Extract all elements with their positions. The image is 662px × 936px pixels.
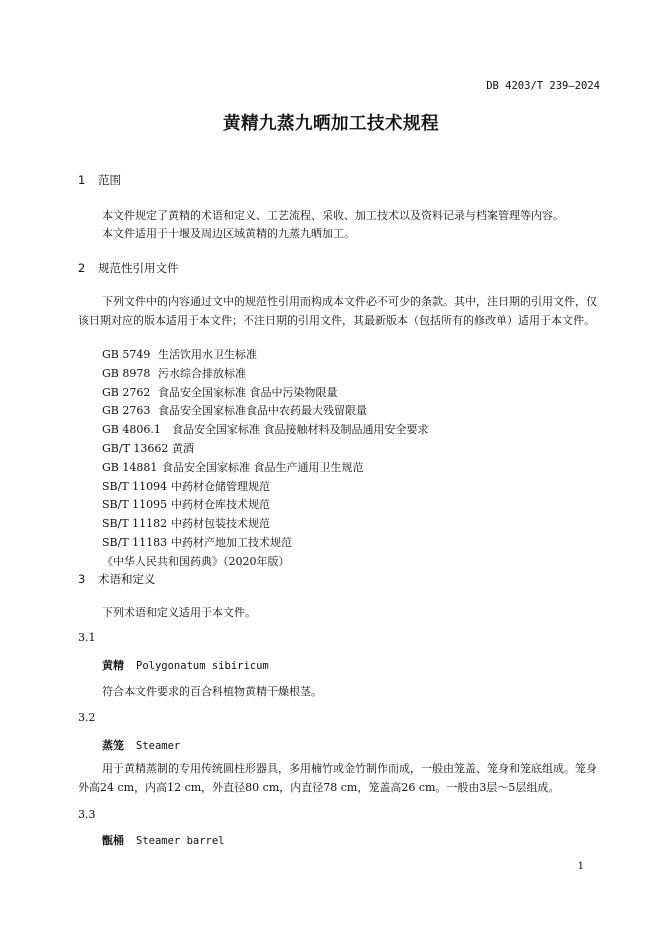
term-definition: 用于黄精蒸制的专用传统圆柱形器具，多用楠竹或金竹制作而成，一般由笼盖、笼身和笼底组成。笼身外高24 cm，内高12 cm，外直径80 cm，内直径78 cm，笼盖高26 cm。一般由3层～5层组成。 [78, 762, 597, 794]
reference-item: SB/T 11095 中药材仓库技术规范 [102, 498, 270, 512]
term-definition: 符合本文件要求的百合科植物黄精干燥根茎。 [102, 685, 322, 698]
section-title: 术语和定义 [98, 572, 156, 586]
reference-item: GB 4806.1 食品安全国家标准 食品接触材料及制品通用安全要求 [102, 423, 429, 437]
reference-item: GB 8978 污水综合排放标准 [102, 366, 246, 380]
reference-item: GB/T 13662 黄酒 [102, 441, 194, 455]
reference-item: GB 5749 生活饮用水卫生标准 [102, 348, 257, 361]
section-3-heading [78, 571, 156, 587]
section-number: 2 [78, 261, 86, 275]
scope-paragraph-1: 本文件规定了黄精的术语和定义、工艺流程、采收、加工技术以及资料记录与档案管理等内容。 [102, 209, 564, 222]
document-number: DB 4203/T 239—2024 [486, 80, 600, 92]
reference-item: GB 2762 食品安全国家标准 食品中污染物限量 [102, 385, 338, 399]
reference-item: SB/T 11094 中药材仓储管理规范 [102, 479, 270, 493]
scope-paragraph-2: 本文件适用于十堰及周边区域黄精的九蒸九晒加工。 [102, 227, 355, 240]
reference-item: SB/T 11182 中药材包装技术规范 [102, 517, 270, 531]
reference-item: GB 2763 食品安全国家标准食品中农药最大残留限量 [102, 404, 367, 418]
refs-intro-paragraph: 下列文件中的内容通过文中的规范性引用而构成本文件必不可少的条款。其中，注日期的引用文件，仅该日期对应的版本适用于本文件；不注日期的引用文件，其最新版本（包括所有的修改单）适用于本文件。 [78, 295, 597, 327]
section-title: 规范性引用文件 [98, 261, 179, 275]
reference-list [102, 346, 429, 572]
term-entry [102, 657, 269, 673]
reference-item: SB/T 11183 中药材产地加工技术规范 [102, 535, 292, 549]
term-chinese: 蒸笼 [102, 739, 124, 752]
section-1-heading [78, 172, 121, 188]
page-number: 1 [577, 861, 584, 872]
term-english: Polygonatum sibiricum [136, 660, 269, 672]
term-chinese: 黄精 [102, 659, 124, 672]
term-chinese: 甑桶 [102, 834, 124, 847]
section-number: 1 [78, 173, 86, 187]
document-title: 黄精九蒸九晒加工技术规程 [223, 114, 439, 134]
term-english: Steamer barrel [136, 835, 225, 847]
term-english: Steamer [136, 740, 181, 752]
term-entry [102, 737, 180, 753]
term-entry [102, 832, 225, 848]
section-2-heading [78, 260, 179, 276]
reference-item-pharmacopoeia: 《中华人民共和国药典》（2020年版） [102, 554, 290, 568]
terms-intro: 下列术语和定义适用于本文件。 [102, 606, 256, 619]
term-number: 3.1 [78, 631, 96, 644]
section-number: 3 [78, 572, 86, 586]
term-number: 3.2 [78, 711, 96, 724]
reference-item: GB 14881 食品安全国家标准 食品生产通用卫生规范 [102, 460, 364, 474]
section-title: 范围 [98, 173, 121, 187]
term-number: 3.3 [78, 808, 96, 821]
